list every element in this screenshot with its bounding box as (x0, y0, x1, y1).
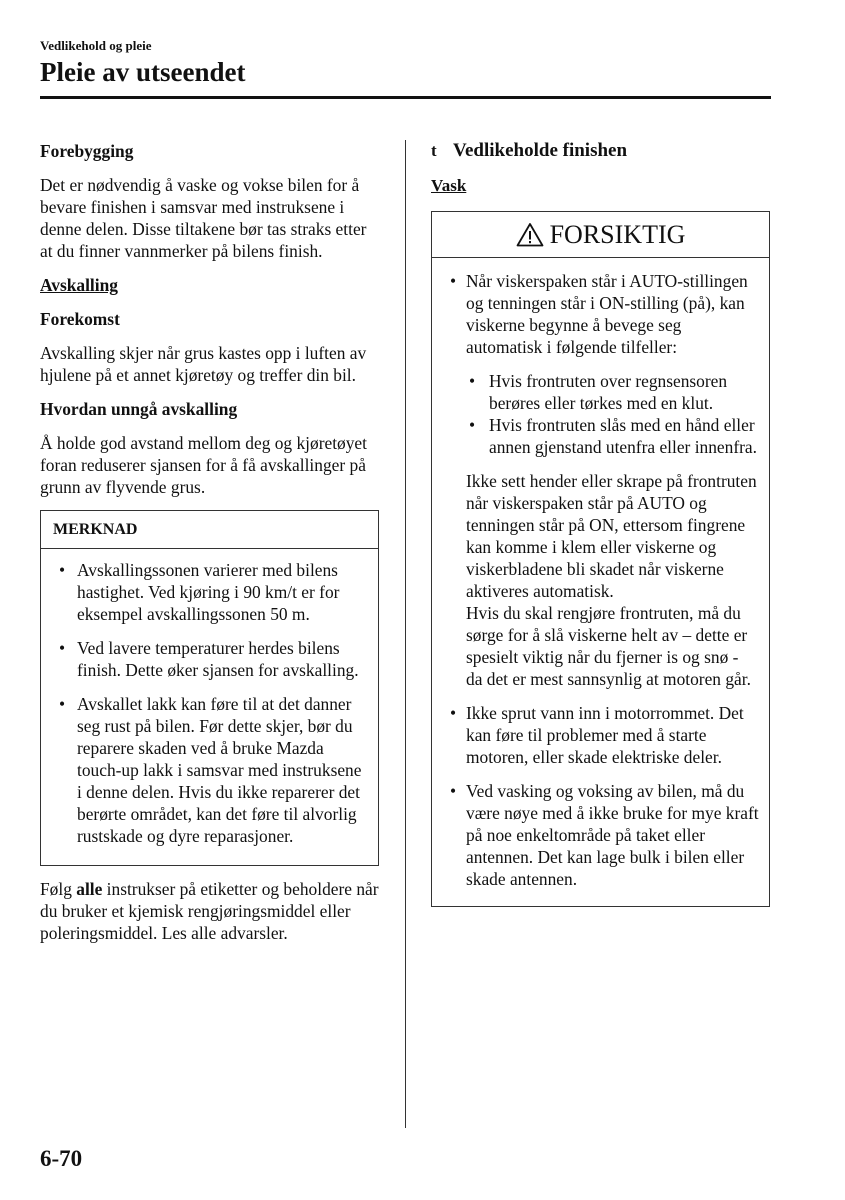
bullet-icon: • (469, 415, 476, 435)
caution-subitem: • Hvis frontruten slås med en hånd eller annen gjenstand utenfra eller innenfra. (469, 415, 757, 457)
section-marker-icon: t (431, 141, 437, 160)
caution-title: FORSIKTIG (549, 219, 686, 249)
note-item: • Avskallet lakk kan føre til at det danner seg rust på bilen. Før dette skjer, bør du reparere skaden ved å bruke Mazda touch-up lakk i samsvar med instruksene i denne delen. Hvis du ikke reparerer det berørte området, kan det føre til alvorlig rustskade og dyre reparasjoner. (59, 694, 362, 846)
note-list (41, 549, 378, 865)
prevention-heading: Forebygging (40, 141, 134, 161)
bullet-icon: • (469, 371, 476, 391)
section-heading (431, 140, 771, 162)
prevention-text: Det er nødvendig å vaske og vokse bilen for å bevare finishen i samsvar med instruksene i denne delen. Disse tiltakene bør tas straks etter at du finner vannmerker på bilens finish. (40, 175, 367, 261)
caution-item: • Når viskerspaken står i AUTO-stillingen og tenningen står i ON-stilling (på), kan viskerne begynne å bevege seg automatisk i følgende tilfeller: • Hvis frontruten over regnsensoren berøres eller tørkes med en klut. • Hvis frontruten slås med en hånd eller annen gjenstand utenfra eller innenfra. Ikke sett hender eller skrape på frontruten når viskerspaken står på AUTO og tenningen står på ON, ettersom fingrene kan komme i klem eller viskerne og viskerbladene bli skadet når viskerne aktiveres automatisk. Hvis du skal rengjøre frontruten, må du sørge for å slå viskerne helt av – dette er spesielt viktig når du fjerner is og snø - da det er mest sannsynlig at motoren går. (442, 270, 759, 690)
page-title: Pleie av utseendet (40, 57, 246, 87)
caution-paragraph: Ikke sett hender eller skrape på frontruten når viskerspaken står på AUTO og tenningen står på ON, ettersom fingrene kan komme i klem eller viskerne og viskerbladene bli skadet når viskerne aktiveres automatisk. (466, 471, 757, 601)
caution-box (431, 211, 770, 907)
chipping-heading: Avskalling (40, 275, 118, 295)
note-title: MERKNAD (41, 511, 378, 549)
occurrence-heading: Forekomst (40, 309, 120, 329)
page-number: 6-70 (40, 1146, 83, 1171)
caution-subitem: • Hvis frontruten over regnsensoren berøres eller tørkes med en klut. (469, 371, 728, 413)
caution-sublist (466, 370, 759, 458)
bullet-icon: • (59, 638, 66, 658)
occurrence-text: Avskalling skjer når grus kastes opp i luften av hjulene på et annet kjøretøy og treffer din bil. (40, 343, 367, 385)
avoid-chipping-heading: Hvordan unngå avskalling (40, 399, 238, 419)
note-item: • Avskallingssonen varierer med bilens hastighet. Ved kjøring i 90 km/t er for eksempel avskallingssonen 50 m. (59, 560, 340, 624)
avoid-chipping-text: Å holde god avstand mellom deg og kjøretøyet foran reduserer sjansen for å få avskallinger på grunn av flyvende grus. (40, 433, 367, 497)
chapter-label: Vedlikehold og pleie (40, 38, 152, 53)
bullet-icon: • (59, 694, 66, 714)
caution-item: • Ikke sprut vann inn i motorrommet. Det kan føre til problemer med å starte motoren, eller skade elektriske deler. (450, 703, 744, 767)
left-column (40, 140, 380, 956)
title-rule (40, 96, 771, 99)
bullet-icon: • (450, 703, 457, 723)
column-divider (405, 140, 406, 1128)
right-column (431, 140, 771, 907)
note-item: • Ved lavere temperaturer herdes bilens finish. Dette øker sjansen for avskalling. (59, 638, 359, 680)
note-box (40, 510, 379, 866)
bullet-icon: • (450, 781, 457, 801)
caution-header (432, 212, 769, 258)
caution-item: • Ved vasking og voksing av bilen, må du være nøye med å ikke bruke for mye kraft på noe enkeltområde på taket eller antennen. Det kan lage bulk i bilen eller skade antennen. (450, 781, 759, 889)
closing-text: Følg alle instrukser på etiketter og beholdere når du bruker et kjemisk rengjøringsmiddel eller poleringsmiddel. Les alle advarsler. (40, 879, 379, 943)
caution-list (432, 258, 769, 906)
closing-emphasis: alle (76, 879, 103, 899)
section-title: Vedlikeholde finishen (453, 140, 628, 161)
warning-triangle-icon (516, 222, 544, 247)
wash-heading: Vask (431, 176, 467, 195)
bullet-icon: • (59, 560, 66, 580)
caution-paragraph: Hvis du skal rengjøre frontruten, må du sørge for å slå viskerne helt av – dette er spesielt viktig når du fjerner is og snø - da det er mest sannsynlig at motoren går. (466, 603, 751, 689)
bullet-icon: • (450, 271, 457, 291)
